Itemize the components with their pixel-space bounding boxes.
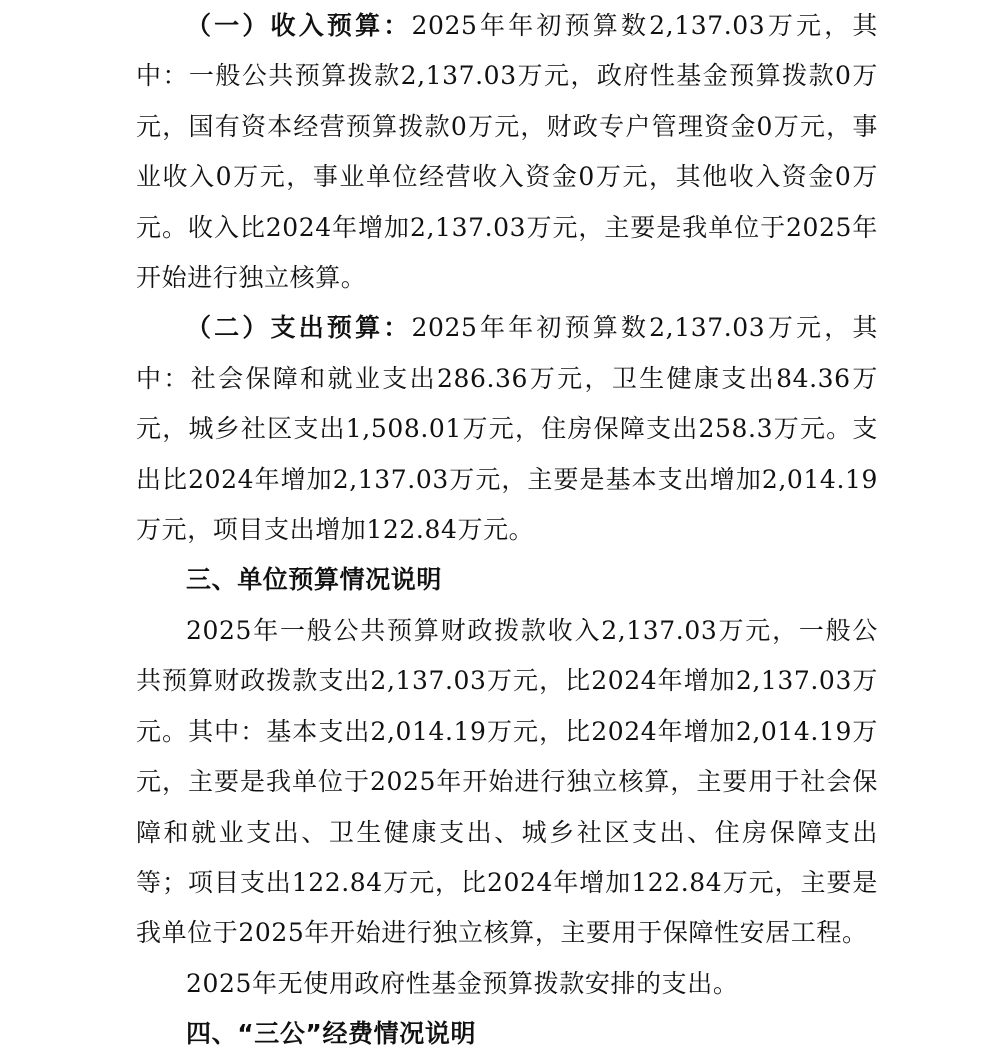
- fund-budget-paragraph: 2025年无使用政府性基金预算拨款安排的支出。: [186, 968, 739, 998]
- expense-budget-paragraph: [136, 303, 878, 555]
- income-budget-body: 2025年年初预算数2,137.03万元，其中：一般公共预算拨款2,137.03万元，政府性基金预算拨款0万元，国有资本经营预算拨款0万元，财政专户管理资金0万元，事业收入0万元，事业单位经营收入资金0万元，其他收入资金0万元。收入比2024年增加2,137.03万元，主要是我单位于2025年开始进行独立核算。: [136, 11, 878, 293]
- document-page: [136, 0, 878, 1060]
- section-heading-three-public: 四、“三公”经费情况说明: [186, 1019, 477, 1049]
- income-budget-lead: （一）收入预算：: [186, 11, 412, 40]
- income-budget-paragraph: [136, 1, 878, 303]
- section-heading-unit-budget: 三、单位预算情况说明: [186, 565, 443, 595]
- expense-budget-lead: （二）支出预算：: [186, 313, 412, 343]
- expense-budget-body: 2025年年初预算数2,137.03万元，其中：社会保障和就业支出286.36万元，卫生健康支出84.36万元，城乡社区支出1,508.01万元，住房保障支出258.3万元。支出比2024年增加2,137.03万元，主要是基本支出增加2,014.19万元，项目支出增加122.84万元。: [136, 313, 878, 545]
- unit-budget-paragraph: 2025年一般公共预算财政拨款收入2,137.03万元，一般公共预算财政拨款支出2,137.03万元，比2024年增加2,137.03万元。其中：基本支出2,014.19万元，比2024年增加2,014.19万元，主要是我单位于2025年开始进行独立核算，主要用于社会保障和就业支出、卫生健康支出、城乡社区支出、住房保障支出等；项目支出122.84万元，比2024年增加122.84万元，主要是我单位于2025年开始进行独立核算，主要用于保障性安居工程。: [136, 615, 878, 948]
